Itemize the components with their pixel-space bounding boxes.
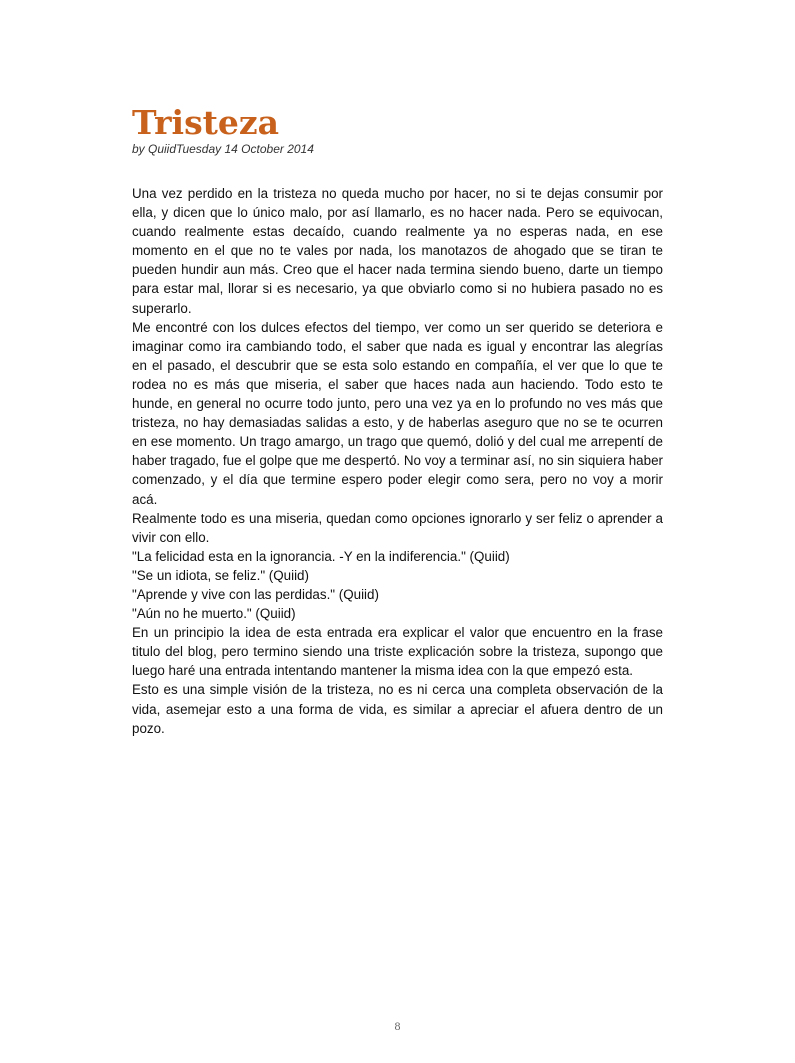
article-body <box>132 184 663 738</box>
paragraph: Esto es una simple visión de la tristeza, no es ni cerca una completa observación de la vida, asemejar esto a una forma de vida, es similar a apreciar el afuera dentro de un pozo. <box>132 682 663 736</box>
paragraph: Una vez perdido en la tristeza no queda mucho por hacer, no si te dejas consumir por ella, y dicen que lo único malo, por así llamarlo, es no hacer nada. Pero se equivocan, cuando realmente estas decaído, cuando realmente ya no esperas nada, en ese momento en el que no te vales por nada, los manotazos de ahogado que se tiran te pueden hundir aun más. Creo que el hacer nada termina siendo bueno, darte un tiempo para estar mal, llorar si es necesario, ya que obviarlo como si no hubiera pasado no es superarlo. <box>132 186 663 316</box>
quote: "Aprende y vive con las perdidas." (Quiid) <box>132 586 379 602</box>
paragraph: En un principio la idea de esta entrada era explicar el valor que encuentro en la frase titulo del blog, pero termino siendo una triste explicación sobre la tristeza, supongo que luego haré una entrada intentando mantener la misma idea con la que empezó esta. <box>132 625 663 679</box>
quote: "Aún no he muerto." (Quiid) <box>132 606 296 622</box>
article-title: Tristeza <box>132 103 280 142</box>
page-number: 8 <box>394 1019 401 1033</box>
paragraph: Realmente todo es una miseria, quedan como opciones ignorarlo y ser feliz o aprender a vivir con ello. <box>132 510 663 545</box>
paragraph: Me encontré con los dulces efectos del tiempo, ver como un ser querido se deteriora e imaginar como ira cambiando todo, el saber que nada es igual y encontrar las alegrías en el pasado, el descubrir que se esta solo estando en compañía, el ver que lo que te rodea no es más que miseria, el saber que haces nada aun haciendo. Todo esto te hunde, en general no ocurre todo junto, pero una vez ya en lo profundo no ves más que tristeza, no hay demasiadas salidas a esto, y de haberlas aseguro que no se te ocurren en ese momento. Un trago amargo, un trago que quemó, dolió y del cual me arrepentí de haber tragado, fue el golpe que me despertó. No voy a terminar así, no sin siquiera haber comenzado, y el día que termine espero poder elegir como sera, pero no voy a morir acá. <box>132 319 663 507</box>
quote: "La felicidad esta en la ignorancia. -Y en la indiferencia." (Quiid) <box>132 548 510 564</box>
article <box>132 104 663 738</box>
article-byline: by QuiidTuesday 14 October 2014 <box>132 142 314 156</box>
quote: "Se un idiota, se feliz." (Quiid) <box>132 567 309 583</box>
